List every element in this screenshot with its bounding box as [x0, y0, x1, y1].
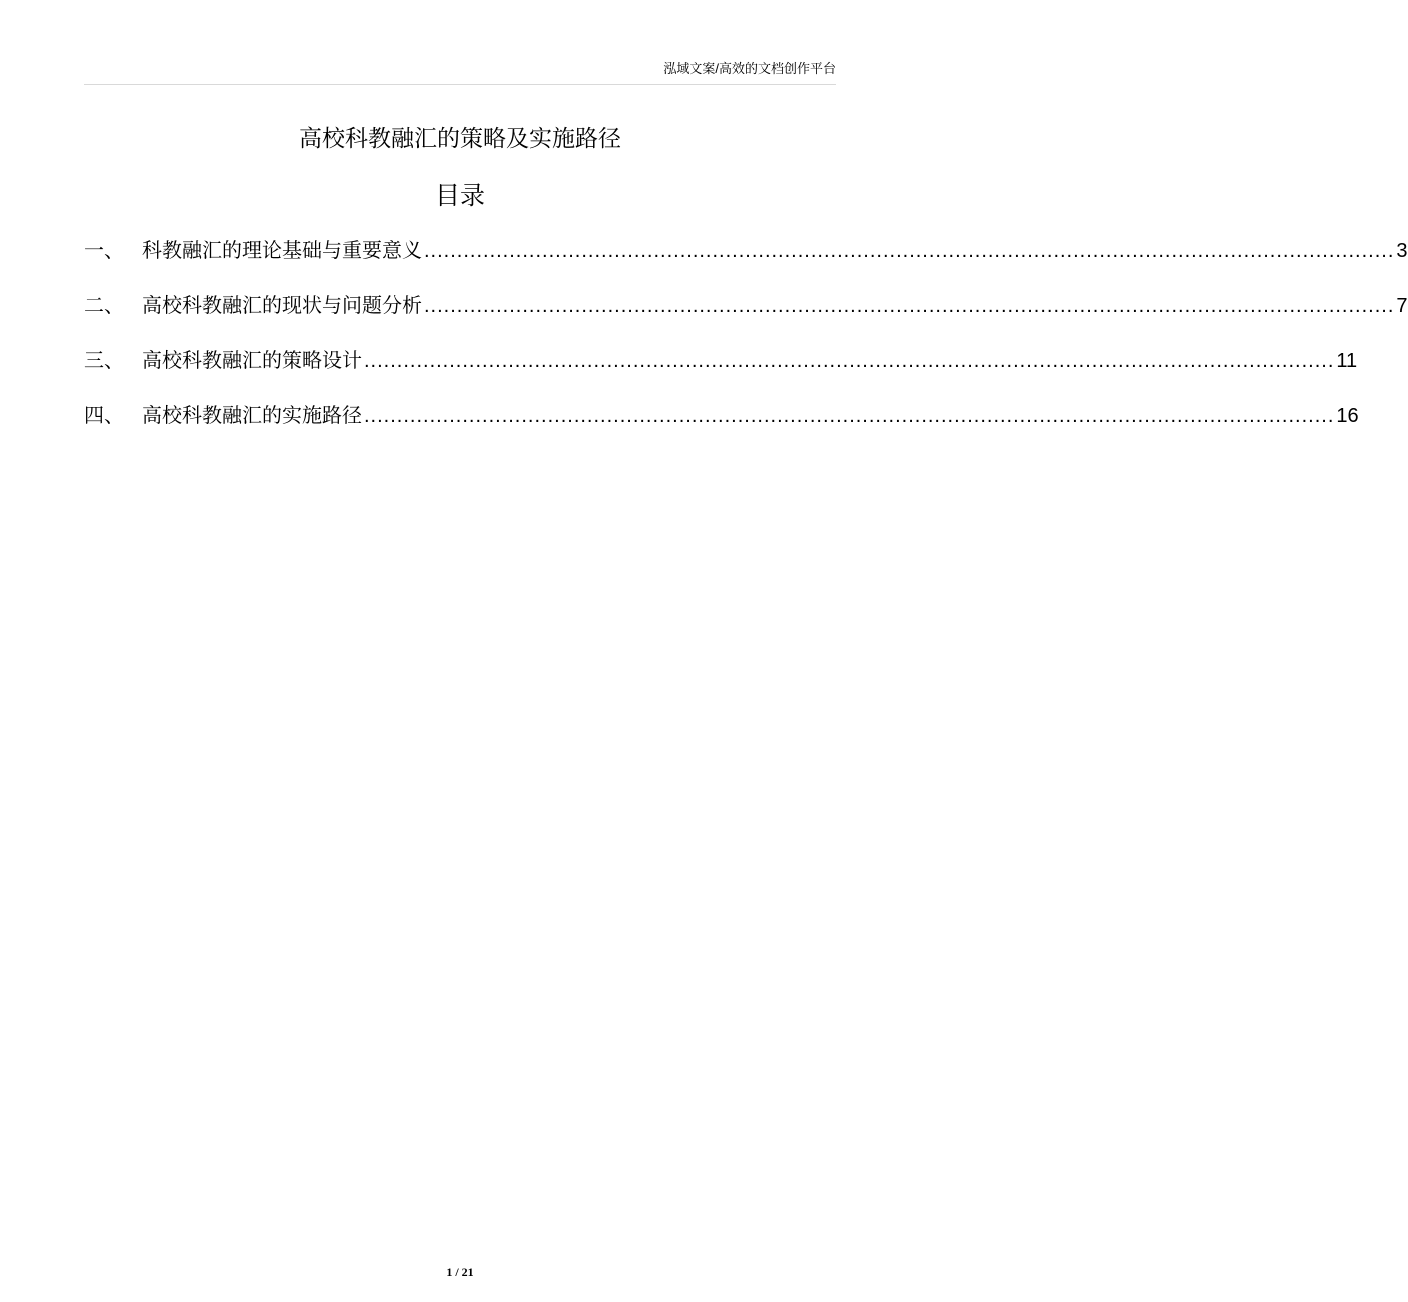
page-number-footer: 1 / 21 — [446, 1265, 474, 1279]
toc-dot-leader: .................................................................................................................................................... — [364, 405, 1335, 427]
toc-entry-number: 四、 — [84, 405, 124, 427]
toc-entry-page: 16 — [1336, 405, 1359, 427]
toc-entry-title: 科教融汇的理论基础与重要意义 — [142, 240, 422, 262]
toc-entry-number: 三、 — [84, 350, 124, 372]
toc-entry[interactable] — [84, 234, 1408, 289]
toc-entry-title: 高校科教融汇的策略设计 — [142, 350, 362, 372]
toc-entry-page: 11 — [1336, 350, 1358, 372]
toc-entry-title: 高校科教融汇的实施路径 — [142, 405, 362, 427]
toc-entry-page: 3 — [1396, 240, 1408, 262]
toc-entry[interactable] — [84, 344, 1358, 399]
toc-dot-leader: .................................................................................................................................................... — [364, 350, 1335, 372]
toc-entry-number: 二、 — [84, 295, 124, 317]
toc-entry-title: 高校科教融汇的现状与问题分析 — [142, 295, 422, 317]
page-header-text: 泓域文案/高效的文档创作平台 — [663, 61, 836, 76]
document-title: 高校科教融汇的策略及实施路径 — [299, 125, 621, 151]
toc-entry-page: 7 — [1396, 295, 1408, 317]
toc-entry-number: 一、 — [84, 240, 124, 262]
toc-dot-leader: .................................................................................................................................................... — [424, 240, 1395, 262]
header-divider — [84, 84, 836, 85]
toc-entry[interactable] — [84, 399, 1359, 454]
toc-dot-leader: .................................................................................................................................................... — [424, 295, 1395, 317]
table-of-contents — [84, 234, 1408, 454]
toc-entry[interactable] — [84, 289, 1408, 344]
toc-heading: 目录 — [434, 182, 485, 210]
